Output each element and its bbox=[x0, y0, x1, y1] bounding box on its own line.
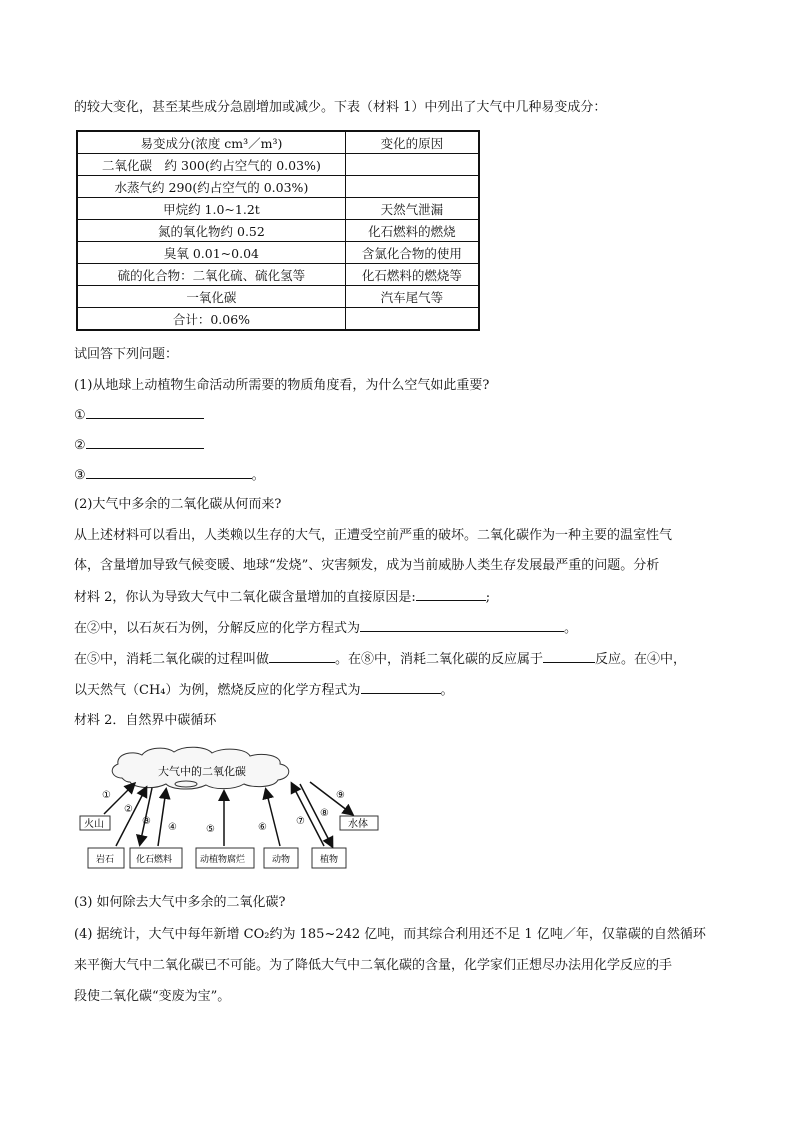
table-row bbox=[77, 264, 479, 286]
q1-blank-marker: ③ bbox=[74, 468, 86, 483]
rock-label: 岩石 bbox=[96, 855, 115, 865]
table-row bbox=[77, 154, 479, 176]
table-cell: 臭氧 0.01~0.04 bbox=[77, 242, 345, 264]
q2-text: 。在⑧中，消耗二氧化碳的反应属于 bbox=[335, 652, 544, 667]
volcano-label: 火山 bbox=[84, 819, 104, 830]
material-2-title: 材料 2．自然界中碳循环 bbox=[74, 713, 217, 728]
answer-blank[interactable] bbox=[269, 650, 335, 663]
table-cell: 二氧化碳 约 300(约占空气的 0.03%) bbox=[77, 154, 345, 176]
arrow-number: ③ bbox=[142, 816, 151, 827]
table-cell: 含氯化合物的使用 bbox=[345, 242, 479, 264]
table-cell: 化石燃料的燃烧等 bbox=[345, 264, 479, 286]
q1-blank-marker: ① bbox=[74, 408, 86, 423]
volatile-components-table bbox=[76, 130, 480, 331]
table-header-component: 易变成分(浓度 cm³／m³) bbox=[77, 131, 345, 154]
q2-text: 材料 2，你认为导致大气中二氧化碳含量增加的直接原因是: bbox=[74, 590, 416, 605]
arrow-number: ④ bbox=[168, 822, 177, 833]
question-4-line-1: (4) 据统计，大气中每年新增 CO₂约为 185~242 亿吨，而其综合利用还不足 1 亿吨／年，仅靠碳的自然循环 bbox=[74, 927, 706, 942]
arrow-number: ⑨ bbox=[336, 790, 345, 801]
question-2-paragraph-2: 体，含量增加导致气候变暖、地球“发烧”、灾害频发，成为当前威胁人类生存发展最严重的问题。分析 bbox=[74, 558, 660, 573]
answer-blank[interactable] bbox=[86, 406, 204, 419]
table-cell: 一氧化碳 bbox=[77, 286, 345, 308]
q1-answer-2 bbox=[74, 436, 204, 455]
table-cell: 天然气泄漏 bbox=[345, 198, 479, 220]
question-2-paragraph-4 bbox=[74, 619, 577, 638]
table-cell bbox=[345, 176, 479, 198]
arrow-9 bbox=[310, 782, 352, 814]
decay-label: 动植物腐烂 bbox=[200, 855, 246, 865]
answer-blank[interactable] bbox=[416, 588, 486, 601]
question-2-paragraph-6 bbox=[74, 681, 454, 700]
carbon-cycle-diagram bbox=[74, 744, 404, 874]
arrow-number: ② bbox=[124, 804, 133, 815]
table-cell: 汽车尾气等 bbox=[345, 286, 479, 308]
table-cell: 化石燃料的燃烧 bbox=[345, 220, 479, 242]
table-cell bbox=[345, 154, 479, 176]
answer-blank[interactable] bbox=[86, 436, 204, 449]
table-cell bbox=[345, 308, 479, 331]
question-2-paragraph-5 bbox=[74, 650, 686, 669]
animal-label: 动物 bbox=[272, 855, 291, 865]
arrow-number: ⑦ bbox=[296, 816, 305, 827]
arrow-number: ⑧ bbox=[320, 808, 329, 819]
table-header-cause: 变化的原因 bbox=[345, 131, 479, 154]
answer-blank[interactable] bbox=[360, 619, 564, 632]
question-4-line-2: 来平衡大气中二氧化碳已不可能。为了降低大气中二氧化碳的含量，化学家们正想尽办法用化学反应的手 bbox=[74, 958, 673, 973]
question-2-paragraph-1: 从上述材料可以看出，人类赖以生存的大气，正遭受空前严重的破坏。二氧化碳作为一种主要的温室性气 bbox=[74, 528, 673, 543]
table-cell: 甲烷约 1.0~1.2t bbox=[77, 198, 345, 220]
arrow-4 bbox=[158, 790, 166, 846]
q1-blank-marker: ② bbox=[74, 438, 86, 453]
intro-text: 的较大变化，甚至某些成分急剧增加或减少。下表（材料 1）中列出了大气中几种易变成分： bbox=[74, 100, 607, 115]
answer-blank[interactable] bbox=[543, 650, 595, 663]
answer-blank[interactable] bbox=[361, 681, 441, 694]
question-3: (3) 如何除去大气中多余的二氧化碳? bbox=[74, 895, 286, 910]
table-row bbox=[77, 286, 479, 308]
question-4-line-3: 段使二氧化碳“变废为宝”。 bbox=[74, 989, 231, 1004]
table-cell: 氮的氧化物约 0.52 bbox=[77, 220, 345, 242]
arrow-number: ⑥ bbox=[258, 822, 267, 833]
water-label: 水体 bbox=[348, 819, 368, 830]
q1-answer-3 bbox=[74, 466, 265, 485]
table-row bbox=[77, 176, 479, 198]
q2-text: 在②中，以石灰石为例，分解反应的化学方程式为 bbox=[74, 621, 361, 636]
arrow-6 bbox=[266, 790, 280, 846]
table-header-row bbox=[77, 131, 479, 154]
question-2-paragraph-3 bbox=[74, 588, 490, 607]
q1-end-mark: 。 bbox=[251, 468, 265, 483]
questions-intro: 试回答下列问题： bbox=[74, 347, 179, 362]
table-cell: 硫的化合物：二氧化硫、硫化氢等 bbox=[77, 264, 345, 286]
table-row bbox=[77, 220, 479, 242]
q2-text: 反应。在④中， bbox=[595, 652, 687, 667]
table-row bbox=[77, 242, 479, 264]
question-1: (1)从地球上动植物生命活动所需要的物质角度看，为什么空气如此重要? bbox=[74, 378, 490, 393]
table-cell: 合计：0.06% bbox=[77, 308, 345, 331]
q1-answer-1 bbox=[74, 406, 204, 425]
table-row bbox=[77, 198, 479, 220]
fossil-fuel-label: 化石燃料 bbox=[136, 855, 173, 865]
cloud-label: 大气中的二氧化碳 bbox=[158, 765, 246, 778]
question-2-title: (2)大气中多余的二氧化碳从何而来? bbox=[74, 497, 282, 512]
table-row bbox=[77, 308, 479, 331]
arrow-number: ⑤ bbox=[206, 824, 215, 835]
plant-label: 植物 bbox=[320, 855, 339, 865]
q2-text: 。 bbox=[440, 683, 454, 698]
q2-text: 。 bbox=[564, 621, 578, 636]
table-cell: 水蒸气约 290(约占空气的 0.03%) bbox=[77, 176, 345, 198]
q2-text: ; bbox=[485, 590, 491, 605]
q2-text: 以天然气（CH₄）为例，燃烧反应的化学方程式为 bbox=[74, 683, 361, 698]
arrow-number: ① bbox=[102, 790, 111, 801]
answer-blank[interactable] bbox=[86, 466, 252, 479]
q2-text: 在⑤中，消耗二氧化碳的过程叫做 bbox=[74, 652, 270, 667]
